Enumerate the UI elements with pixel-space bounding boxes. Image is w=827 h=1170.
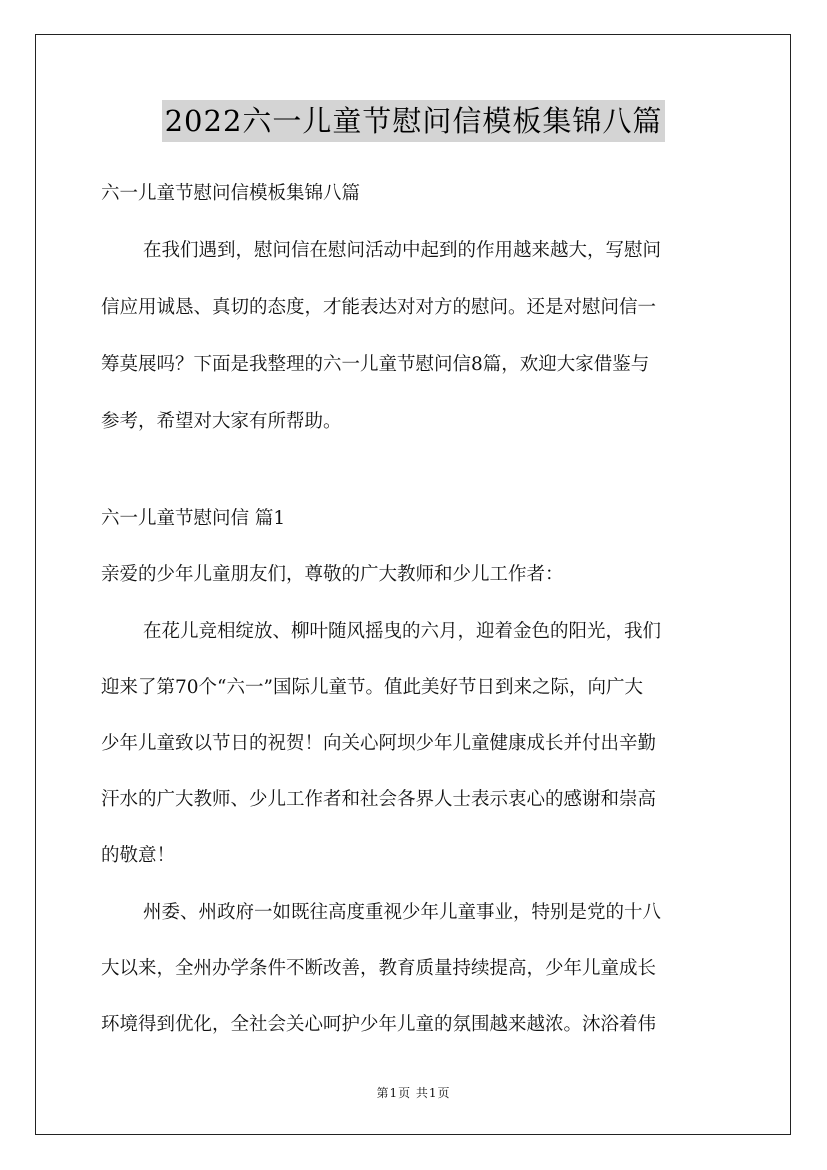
section-heading: 六一儿童节慰问信 篇1 xyxy=(101,508,286,529)
salutation: 亲爱的少年儿童朋友们，尊敬的广大教师和少儿工作者： xyxy=(101,564,564,585)
paragraph-line: 的敬意！ xyxy=(101,845,176,866)
paragraph-line: 大以来，全州办学条件不断改善，教育质量持续提高，少年儿童成长 xyxy=(101,958,657,979)
paragraph-line: 少年儿童致以节日的祝贺！向关心阿坝少年儿童健康成长并付出辛勤 xyxy=(101,733,657,754)
intro-line: 信应用诚恳、真切的态度，才能表达对对方的慰问。还是对慰问信一 xyxy=(101,297,657,318)
paragraph-line: 在花儿竞相绽放、柳叶随风摇曳的六月，迎着金色的阳光，我们 xyxy=(143,621,662,642)
intro-line: 参考，希望对大家有所帮助。 xyxy=(101,411,342,432)
paragraph-line: 环境得到优化，全社会关心呵护少年儿童的氛围越来越浓。沐浴着伟 xyxy=(101,1014,657,1035)
page-footer xyxy=(0,1084,827,1101)
intro-line: 在我们遇到，慰问信在慰问活动中起到的作用越来越大，写慰问 xyxy=(143,240,662,261)
letter-body xyxy=(101,505,727,1039)
paragraph-line: 州委、州政府一如既往高度重视少年儿童事业，特别是党的十八 xyxy=(143,902,662,923)
document-body xyxy=(101,180,727,436)
page-number: 第1页 共1页 xyxy=(376,1086,451,1100)
paragraph-line: 汗水的广大教师、少儿工作者和社会各界人士表示衷心的感谢和崇高 xyxy=(101,789,657,810)
intro-line: 筹莫展吗？下面是我整理的六一儿童节慰问信8篇，欢迎大家借鉴与 xyxy=(101,354,650,375)
document-title: 2022六一儿童节慰问信模板集锦八篇 xyxy=(162,100,666,142)
title-container xyxy=(0,100,827,142)
paragraph-line: 迎来了第70个“六一”国际儿童节。值此美好节日到来之际，向广大 xyxy=(101,677,643,698)
subtitle: 六一儿童节慰问信模板集锦八篇 xyxy=(101,183,361,204)
